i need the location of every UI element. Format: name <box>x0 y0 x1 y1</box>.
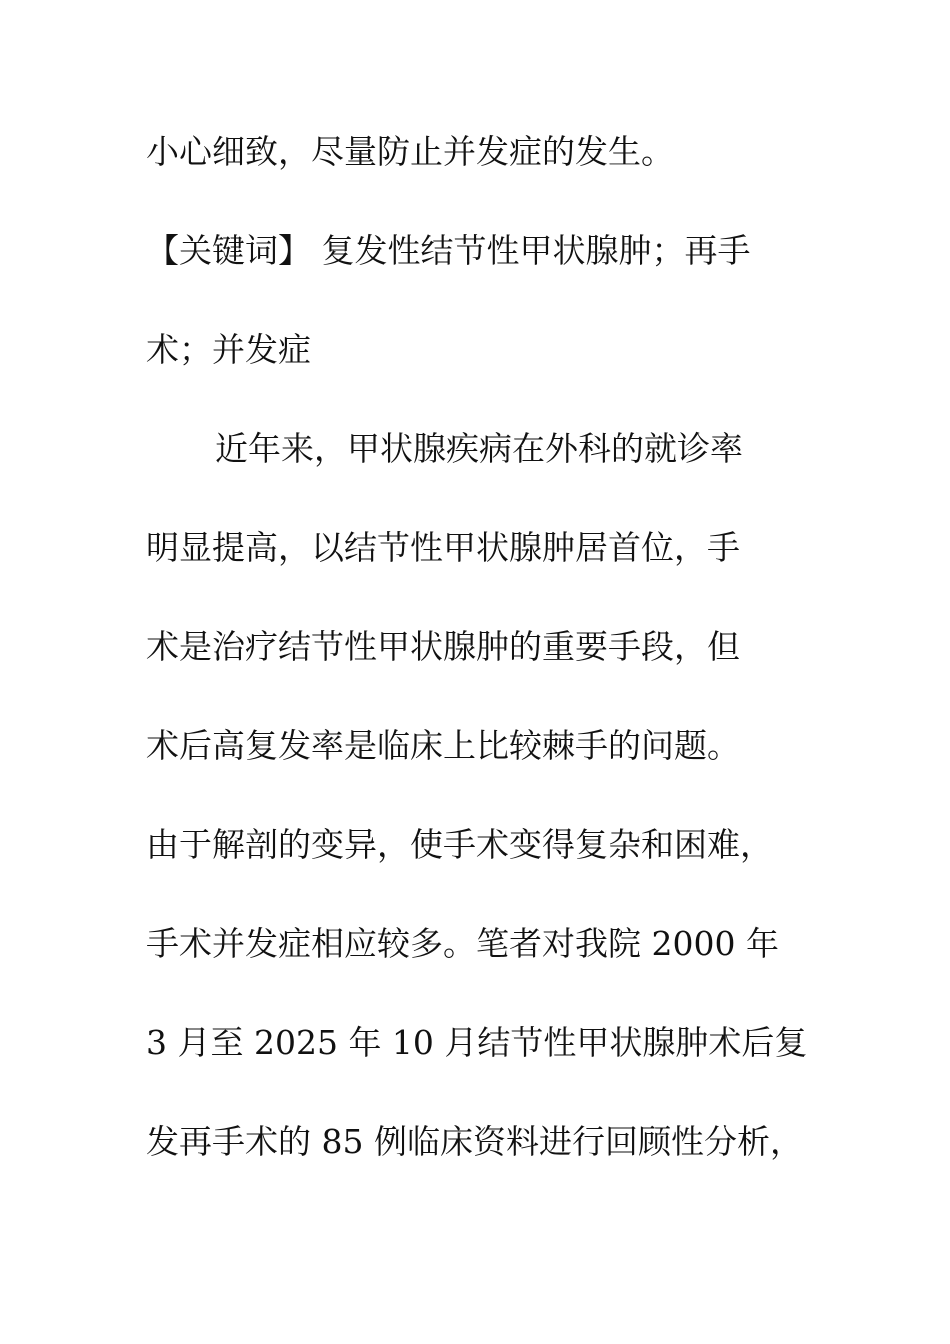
text-line-1: 小心细致，尽量防止并发症的发生。 <box>146 132 674 171</box>
text-line-8: 由于解剖的变异，使手术变得复杂和困难， <box>146 825 773 864</box>
paragraph-first-line: 近年来，甲状腺疾病在外科的就诊率 <box>215 429 743 468</box>
text-line-5: 明显提高，以结节性甲状腺肿居首位，手 <box>146 528 740 567</box>
keywords-line: 【关键词】 复发性结节性甲状腺肿；再手 <box>146 231 751 270</box>
text-line-11: 发再手术的 85 例临床资料进行回顾性分析， <box>146 1122 803 1161</box>
text-line-7: 术后高复发率是临床上比较棘手的问题。 <box>146 726 740 765</box>
keywords-line-continued: 术；并发症 <box>146 330 311 369</box>
text-line-6: 术是治疗结节性甲状腺肿的重要手段，但 <box>146 627 740 666</box>
text-line-9: 手术并发症相应较多。笔者对我院 2000 年 <box>146 924 779 963</box>
text-line-10: 3 月至 2025 年 10 月结节性甲状腺肿术后复 <box>146 1023 808 1062</box>
